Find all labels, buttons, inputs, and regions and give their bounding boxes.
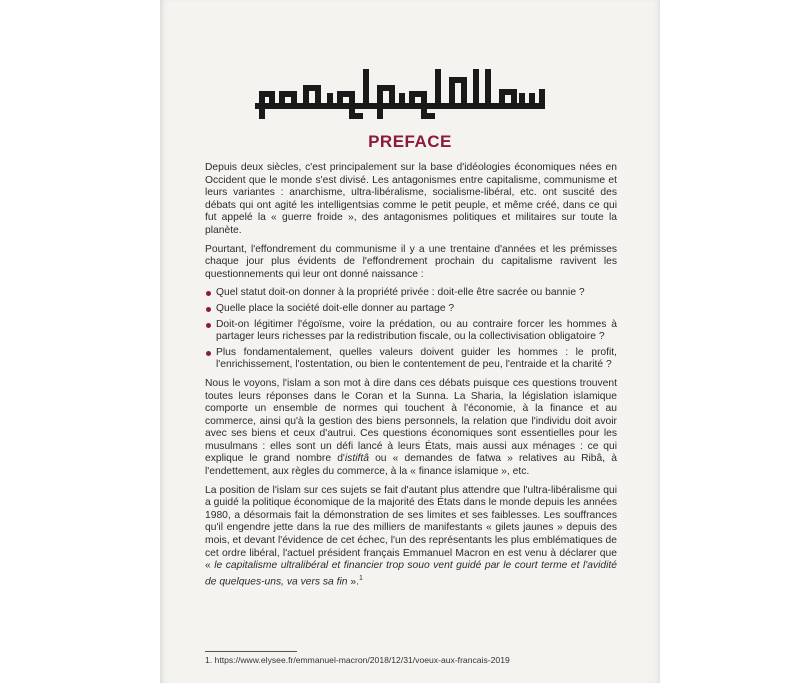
list-item: Plus fondamentalement, quelles valeurs doivent guider les hommes : le profit, l'enrichissement, l'ostentation, ou bien le contentement de peu, l'entraide et la charité ? [205,347,617,372]
basmala-calligraphy [252,66,548,124]
bullet-icon [206,307,211,312]
paragraph-4: La position de l'islam sur ces sujets se fait d'autant plus attendre que l'ultra-libéralisme qui a guidé la politique économique de la majorité des États dans le monde depuis les années 1980, a désormais fait la démonstration de ses limites et ses faiblesses. Les souffrances qu'il engendre jette dans la rue des milliers de manifestants « gilets jaunes » depuis des mois, et devant l'évidence de cet échec, l'un des représentants les plus emblématiques de cet ordre libéral, l'actuel président français Emmanuel Macron en est venu à déclarer que « le capitalisme ultralibéral et financier trop souo vent guidé par le court terme et l'avidité de quelques-uns, va vers sa fin ».$^1$ [205,484,617,588]
list-item: Quel statut doit-on donner à la propriété privée : doit-elle être sacrée ou bannie ? [205,287,617,300]
bullet-icon [206,351,211,356]
body-text [205,162,617,595]
paragraph-3: Nous le voyons, l'islam a son mot à dire dans ces débats puisque ces questions trouvent toutes leurs réponses dans le Coran et la Sunna. La Sharia, la législation islamique comporte un ensemble de normes qui touchent à l'économie, à la finance et au commerce, ainsi qu'à la gestion des biens personnels, la relation que l'individu doit avoir avec ses biens et ceux d'autrui. Ces questions économiques sont essentielles pour les musulmans : elles sont un défi lancé à leurs États, mais aussi aux ménages : ce qui explique le grand nombre d'istiftâ ou « demandes de fatwa » relatives au Ribâ, à l'endettement, aux règles du commerce, à la « finance islamique », etc. [205,377,617,478]
footnote: 1. https://www.elysee.fr/emmanuel-macron/2018/12/31/voeux-aux-francais-2019 [205,655,510,665]
list-item: Doit-on légitimer l'égoïsme, voire la prédation, ou au contraire forcer les hommes à partager leurs richesses par la redistribution fiscale, ou la collectivisation obligatoire ? [205,319,617,344]
list-item: Quelle place la société doit-elle donner au partage ? [205,303,617,316]
page-title: PREFACE [368,132,452,151]
question-list [205,287,617,372]
bullet-icon [206,323,211,328]
footnote-marker: 1 [358,574,363,582]
footnote-divider [205,651,297,652]
paragraph-2: Pourtant, l'effondrement du communisme il y a une trentaine d'années et les prémisses chaque jour plus évidents de l'effondrement prochain du capitalisme ravivent les questionnements qui leur ont donné naissance : [205,243,617,280]
bullet-icon [206,291,211,296]
paragraph-1: Depuis deux siècles, c'est principalement sur la base d'idéologies économiques nées en Occident que le monde s'est divisé. Les antagonismes entre capitalisme, communisme et leurs variantes : anarchisme, ultra-libéralisme, socialisme-libéral, etc. ont suscité des débats qui ont agité les intelligentsias comme le petit peuple, et même créé, dans ce qui fut appelé la « guerre froide », des antagonismes politiques et militaires sur toute la planète. [205,162,617,236]
